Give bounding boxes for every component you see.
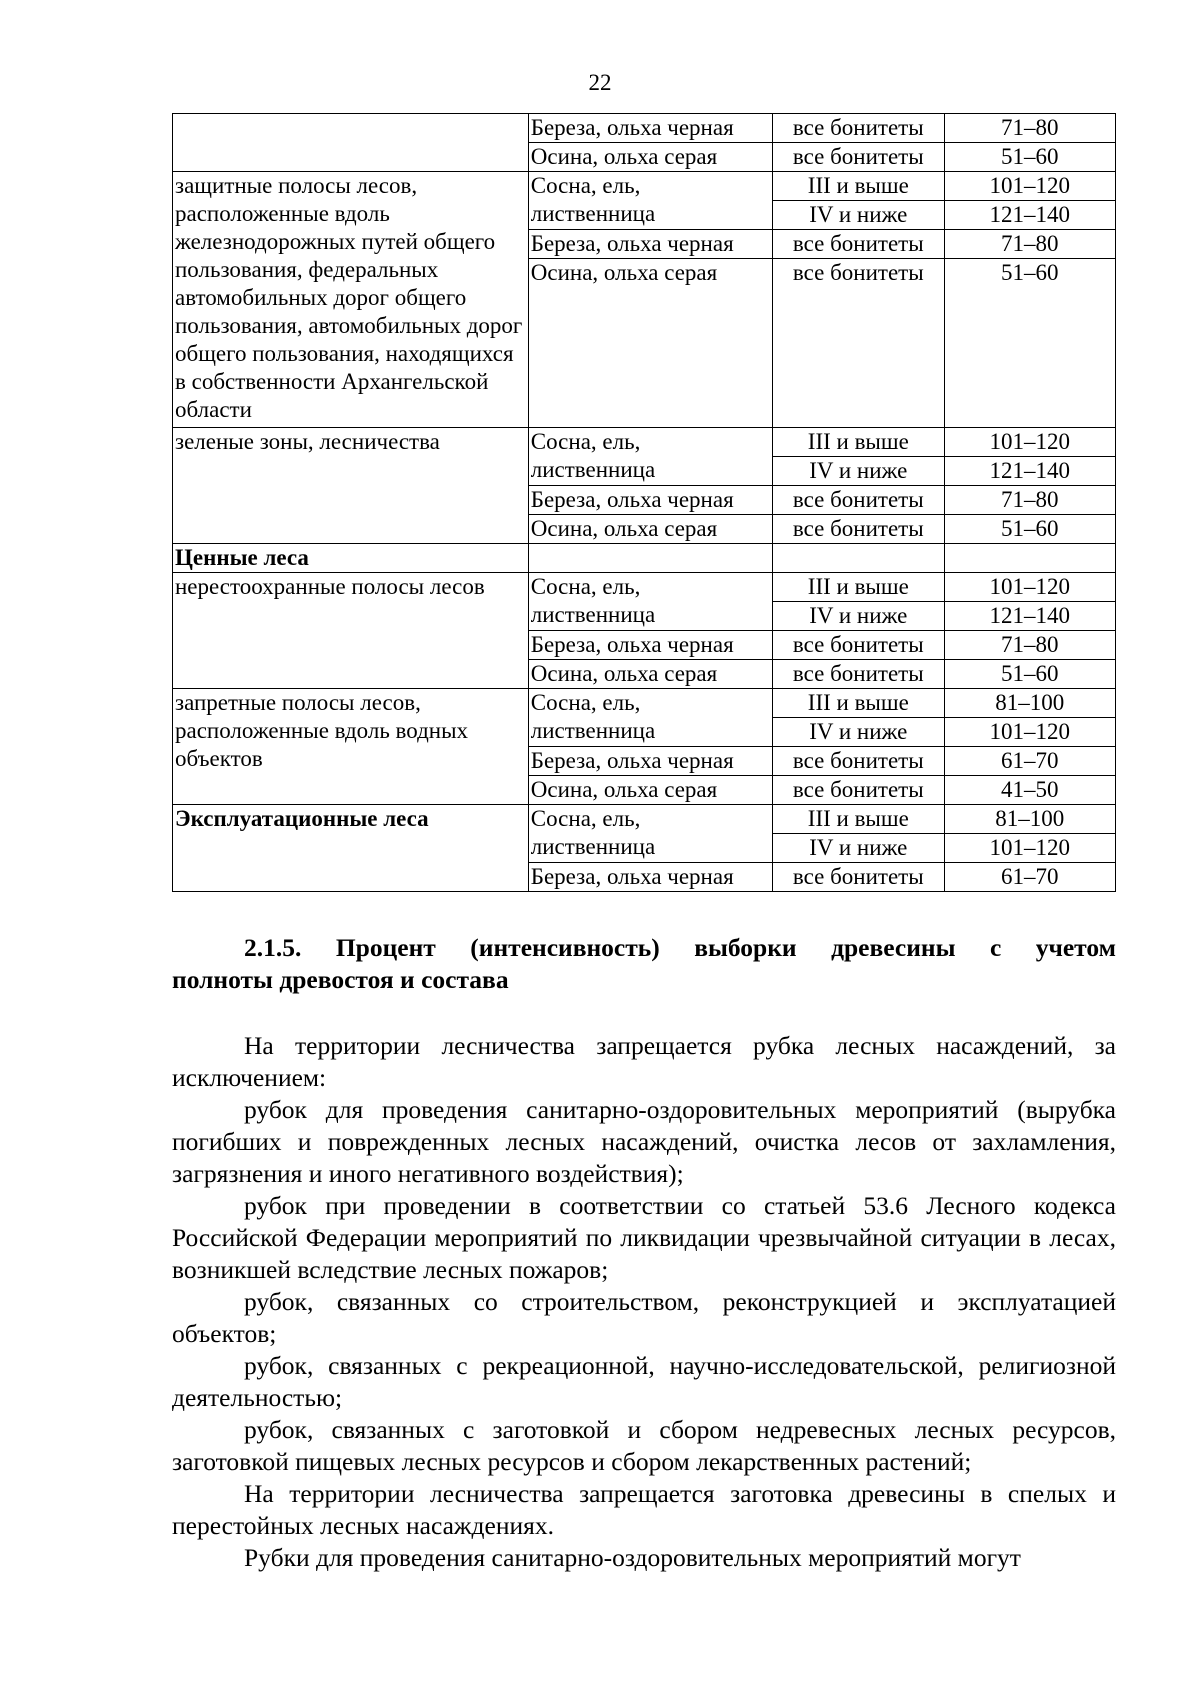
table-row [173, 544, 1116, 573]
paragraph: рубок, связанных с рекреационной, научно-исследовательской, религиозной деятельностью; [172, 1351, 1116, 1412]
age-cell: 81–100 [944, 689, 1115, 718]
age-cell: 101–120 [944, 428, 1115, 457]
bonitet-cell: все бонитеты [773, 776, 944, 805]
age-cell: 81–100 [944, 805, 1115, 834]
species-cell: Сосна, ель, лиственница [528, 573, 772, 631]
age-cell: 101–120 [944, 172, 1115, 201]
category-heading: Ценные леса [173, 544, 529, 573]
bonitet-cell: все бонитеты [773, 747, 944, 776]
age-cell: 71–80 [944, 631, 1115, 660]
age-cell: 71–80 [944, 486, 1115, 515]
section-heading [172, 932, 1116, 996]
table-row [173, 172, 1116, 201]
bonitet-cell: IV и ниже [773, 834, 944, 863]
empty-cell [944, 544, 1115, 573]
age-cell: 61–70 [944, 863, 1115, 892]
category-cell: запретные полосы лесов, расположенные вдоль водных объектов [173, 689, 529, 805]
species-cell: Сосна, ель, лиственница [528, 428, 772, 486]
bonitet-cell: III и выше [773, 573, 944, 602]
species-cell: Осина, ольха серая [528, 259, 772, 428]
bonitet-cell: все бонитеты [773, 515, 944, 544]
paragraph: На территории лесничества запрещается заготовка древесины в спелых и перестойных лесных насаждениях. [172, 1479, 1116, 1540]
species-cell: Сосна, ель, лиственница [528, 689, 772, 747]
age-cell: 41–50 [944, 776, 1115, 805]
category-cell [173, 114, 529, 172]
age-cell: 51–60 [944, 515, 1115, 544]
species-cell: Осина, ольха серая [528, 776, 772, 805]
body-text [172, 1030, 1116, 1574]
age-cell: 121–140 [944, 201, 1115, 230]
section-heading-line-1: 2.1.5. Процент (интенсивность) выборки древесины с учетом [244, 933, 1116, 962]
empty-cell [528, 544, 772, 573]
paragraph: рубок, связанных со строительством, реконструкцией и эксплуатацией объектов; [172, 1287, 1116, 1348]
age-cell: 101–120 [944, 573, 1115, 602]
bonitet-cell: все бонитеты [773, 660, 944, 689]
age-cell: 51–60 [944, 660, 1115, 689]
age-cell: 121–140 [944, 602, 1115, 631]
species-cell: Береза, ольха черная [528, 230, 772, 259]
forest-age-table [172, 113, 1116, 892]
bonitet-cell: все бонитеты [773, 259, 944, 428]
age-cell: 51–60 [944, 259, 1115, 428]
age-cell: 101–120 [944, 834, 1115, 863]
bonitet-cell: IV и ниже [773, 718, 944, 747]
species-cell: Осина, ольха серая [528, 143, 772, 172]
species-cell: Береза, ольха черная [528, 631, 772, 660]
section-heading-line-2: полноты древостоя и состава [172, 965, 509, 994]
bonitet-cell: IV и ниже [773, 457, 944, 486]
table-row [173, 573, 1116, 602]
species-cell: Береза, ольха черная [528, 863, 772, 892]
paragraph: рубок, связанных с заготовкой и сбором недревесных лесных ресурсов, заготовкой пищевых лесных ресурсов и сбором лекарственных растений; [172, 1415, 1116, 1476]
bonitet-cell: III и выше [773, 428, 944, 457]
species-cell: Береза, ольха черная [528, 486, 772, 515]
paragraph: Рубки для проведения санитарно-оздоровительных мероприятий могут [244, 1543, 1021, 1572]
category-cell: защитные полосы лесов, расположенные вдоль железнодорожных путей общего пользования, федеральных автомобильных дорог общего пользования, автомобильных дорог общего пользования, находящихся в собственности Архангельской области [173, 172, 529, 428]
age-cell: 51–60 [944, 143, 1115, 172]
bonitet-cell: все бонитеты [773, 863, 944, 892]
age-cell: 71–80 [944, 114, 1115, 143]
bonitet-cell: IV и ниже [773, 602, 944, 631]
category-cell: зеленые зоны, лесничества [173, 428, 529, 544]
table-row [173, 428, 1116, 457]
species-cell: Осина, ольха серая [528, 515, 772, 544]
table-row [173, 805, 1116, 834]
bonitet-cell: все бонитеты [773, 486, 944, 515]
bonitet-cell: все бонитеты [773, 143, 944, 172]
table-row [173, 114, 1116, 143]
age-cell: 121–140 [944, 457, 1115, 486]
bonitet-cell: все бонитеты [773, 230, 944, 259]
bonitet-cell: IV и ниже [773, 201, 944, 230]
bonitet-cell: III и выше [773, 172, 944, 201]
bonitet-cell: все бонитеты [773, 631, 944, 660]
age-cell: 61–70 [944, 747, 1115, 776]
species-cell: Береза, ольха черная [528, 747, 772, 776]
page-number: 22 [588, 70, 612, 95]
bonitet-cell: III и выше [773, 805, 944, 834]
age-cell: 101–120 [944, 718, 1115, 747]
species-cell: Сосна, ель, лиственница [528, 805, 772, 863]
paragraph: рубок для проведения санитарно-оздоровительных мероприятий (вырубка погибших и поврежденных лесных насаждений, очистка лесов от захламления, загрязнения и иного негативного воздействия); [172, 1095, 1116, 1188]
paragraph: рубок при проведении в соответствии со статьей 53.6 Лесного кодекса Российской Федерации мероприятий по ликвидации чрезвычайной ситуации в лесах, возникшей вследствие лесных пожаров; [172, 1191, 1116, 1284]
species-cell: Береза, ольха черная [528, 114, 772, 143]
species-cell: Осина, ольха серая [528, 660, 772, 689]
bonitet-cell: все бонитеты [773, 114, 944, 143]
category-cell: нерестоохранные полосы лесов [173, 573, 529, 689]
table-row [173, 689, 1116, 718]
paragraph: На территории лесничества запрещается рубка лесных насаждений, за исключением: [172, 1031, 1116, 1092]
empty-cell [773, 544, 944, 573]
age-cell: 71–80 [944, 230, 1115, 259]
category-heading: Эксплуатационные леса [173, 805, 529, 892]
bonitet-cell: III и выше [773, 689, 944, 718]
species-cell: Сосна, ель, лиственница [528, 172, 772, 230]
